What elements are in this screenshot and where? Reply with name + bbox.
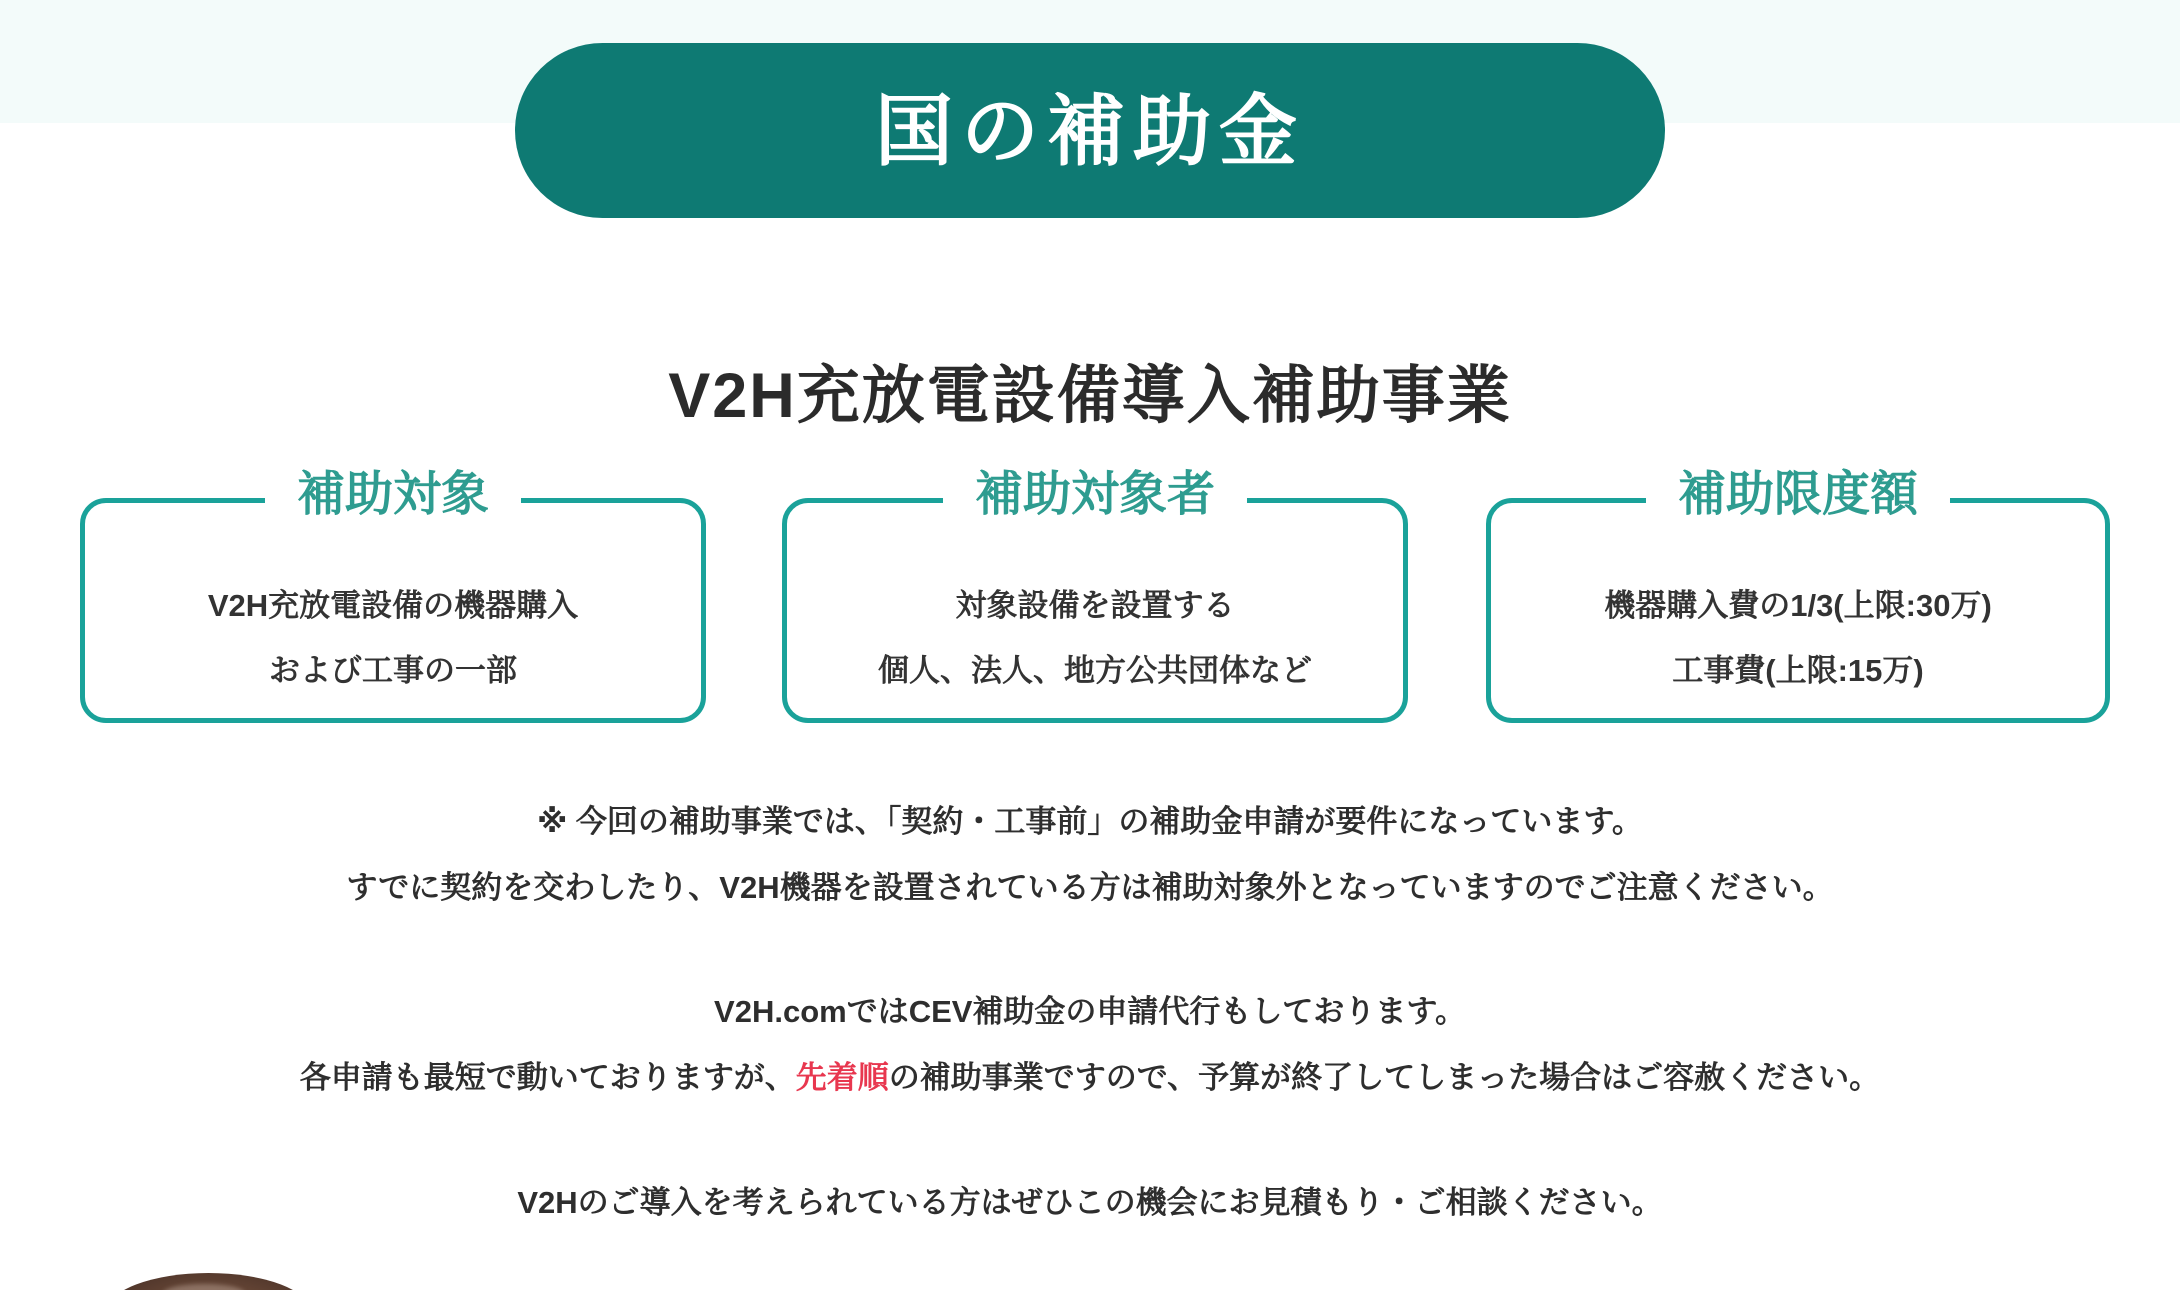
consultation-cta-note: [0, 1170, 2180, 1236]
cev-note-line1: V2H.comではCEV補助金の申請代行もしております。: [714, 994, 1466, 1029]
subsidy-target-card-body: [85, 503, 701, 703]
subsidy-recipient-card: [782, 468, 1408, 723]
caution-note-line1: ※ 今回の補助事業では、「契約・工事前」の補助金申請が要件になっています。: [537, 804, 1643, 839]
cev-application-note: [0, 979, 2180, 1111]
subsidy-limit-card: [1486, 468, 2110, 723]
hair-highlight: [163, 1284, 245, 1290]
subsidy-limit-card-title: 補助限度額: [1646, 463, 1950, 527]
card-text-line: および工事の一部: [269, 653, 517, 688]
card-text-line: 機器購入費の1/3(上限:30万): [1604, 588, 1992, 623]
cta-line: V2Hのご導入を考えられている方はぜひこの機会にお見積もり・ご相談ください。: [517, 1185, 1663, 1220]
national-subsidy-banner: [515, 43, 1665, 218]
caution-note-line2: すでに契約を交わしたり、V2H機器を設置されている方は補助対象外となっていますのでご注意ください。: [346, 870, 1834, 905]
banner-title: 国の補助金: [874, 86, 1305, 175]
person-photo-fragment: [106, 1273, 311, 1290]
subsidy-recipient-card-title: 補助対象者: [943, 463, 1247, 527]
card-text-line: V2H充放電設備の機器購入: [207, 588, 579, 623]
subsidy-target-card: [80, 468, 706, 723]
cev-note-line2: [0, 1045, 2180, 1111]
subsidy-target-card-title: 補助対象: [265, 463, 521, 527]
fcfs-text-after: の補助事業ですので、予算が終了してしまった場合はご容赦ください。: [888, 1060, 1881, 1095]
page-title: V2H充放電設備導入補助事業: [668, 361, 1512, 432]
card-text-line: 対象設備を設置する: [955, 588, 1235, 623]
subsidy-limit-card-body: [1491, 503, 2105, 703]
card-text-line: 工事費(上限:15万): [1672, 653, 1924, 688]
subsidy-recipient-card-body: [787, 503, 1403, 703]
card-text-line: 個人、法人、地方公共団体など: [878, 653, 1312, 688]
caution-note: [0, 789, 2180, 921]
fcfs-text-before: 各申請も最短で動いておりますが、: [299, 1060, 796, 1095]
first-come-first-served-highlight: 先着順: [795, 1060, 889, 1095]
